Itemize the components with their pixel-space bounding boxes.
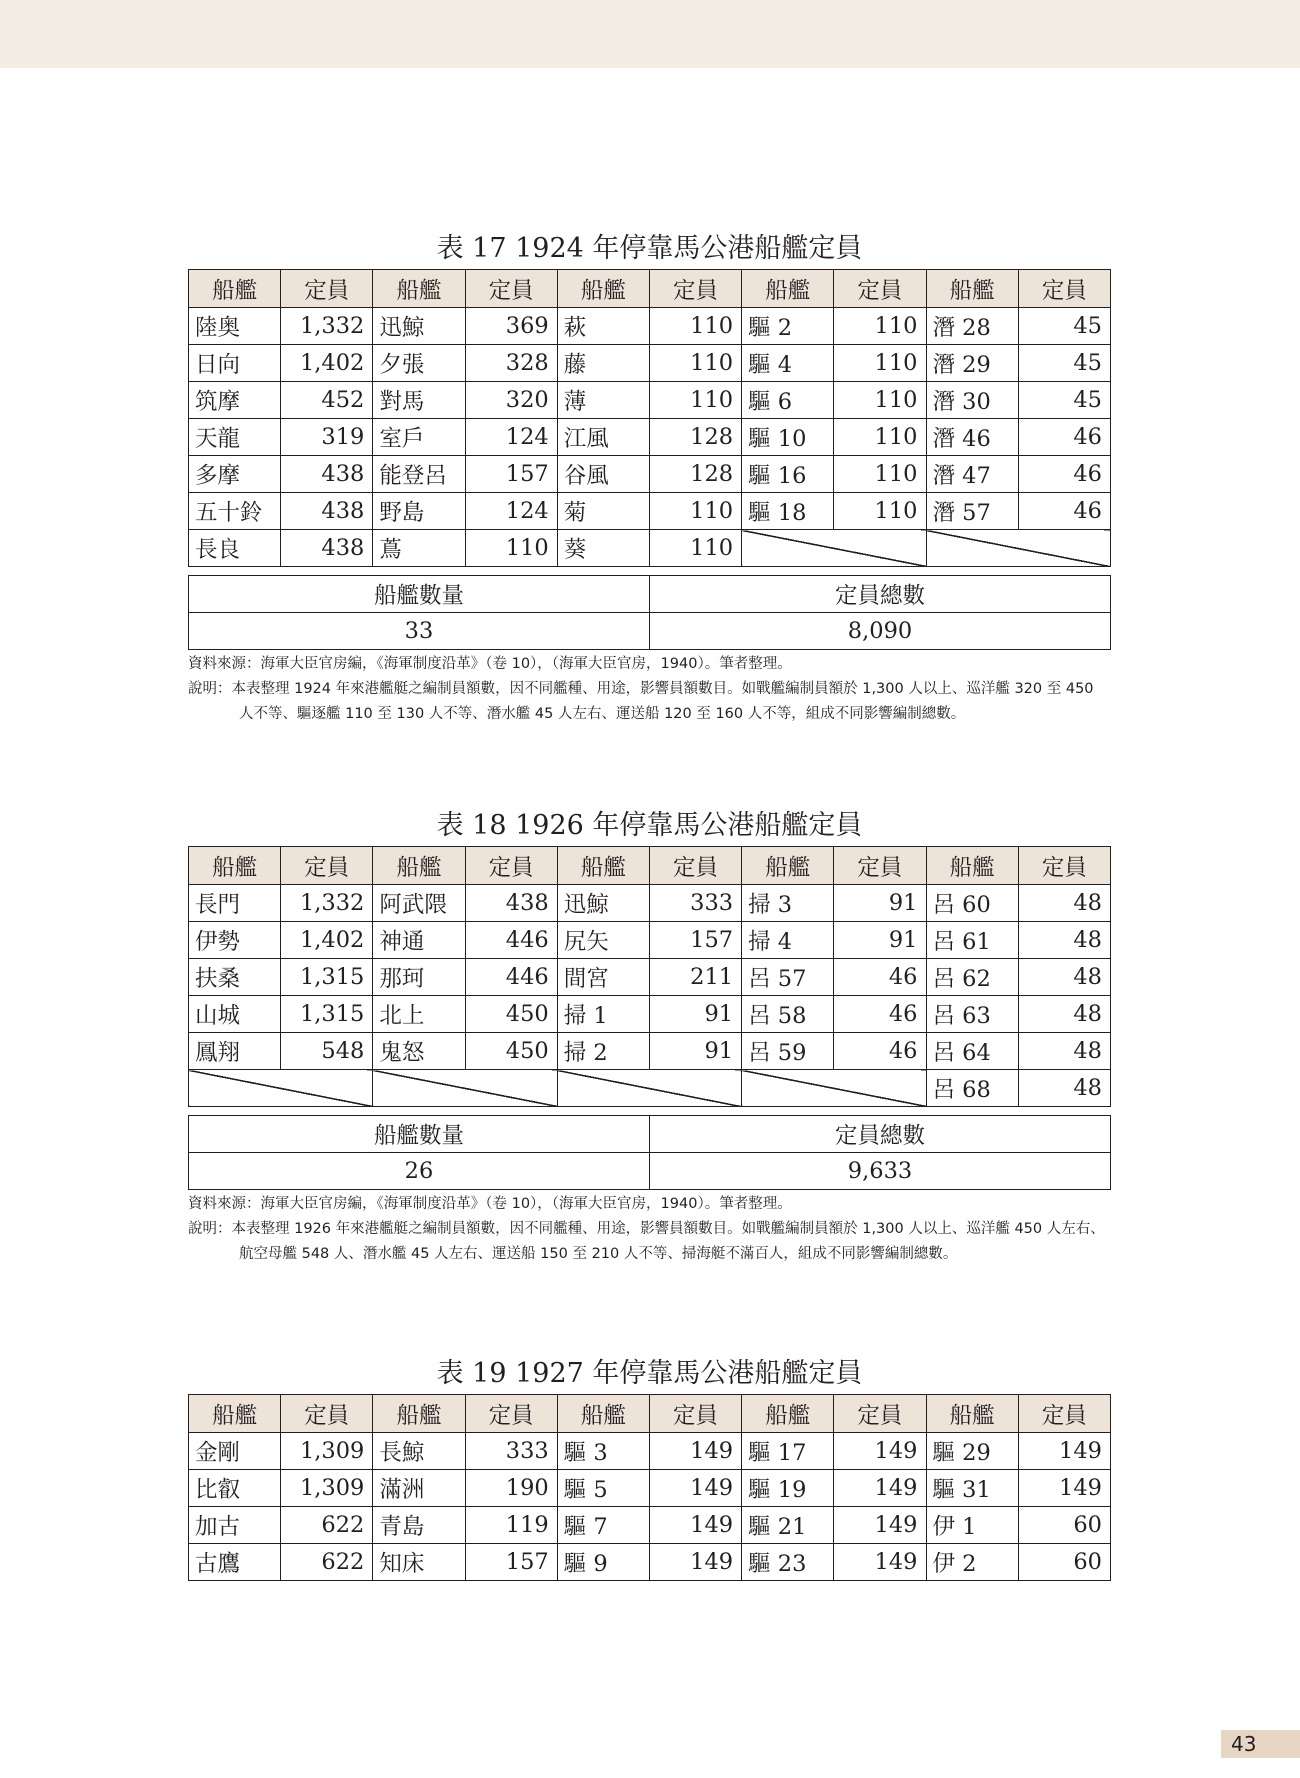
table-row: [189, 308, 1111, 345]
crew-count: 46: [834, 996, 926, 1033]
column-header: 定員: [834, 1395, 926, 1433]
empty-slash-cell: [189, 1070, 373, 1107]
table-notes: [188, 1192, 1111, 1267]
crew-count: 450: [465, 996, 557, 1033]
crew-count: 110: [834, 456, 926, 493]
crew-count: 438: [465, 885, 557, 922]
crew-count: 157: [465, 456, 557, 493]
ship-name: 古鷹: [189, 1544, 281, 1581]
crew-count: 1,402: [281, 922, 373, 959]
ship-name: 潛 57: [926, 493, 1018, 530]
crew-count: 110: [649, 308, 741, 345]
table-notes: [188, 652, 1111, 727]
ship-name: 呂 63: [926, 996, 1018, 1033]
crew-count: 548: [281, 1033, 373, 1070]
table-row: [189, 530, 1111, 567]
table-row: [189, 382, 1111, 419]
column-header: 定員: [1018, 1395, 1110, 1433]
crew-count: 1,402: [281, 345, 373, 382]
summary-label-total: 定員總數: [650, 576, 1111, 613]
crew-count: 60: [1018, 1544, 1110, 1581]
crew-count: 46: [1018, 456, 1110, 493]
ship-name: 天龍: [189, 419, 281, 456]
crew-count: 110: [834, 493, 926, 530]
crew-count: 369: [465, 308, 557, 345]
crew-count: 149: [834, 1507, 926, 1544]
ship-name: 長良: [189, 530, 281, 567]
ship-name: 谷風: [557, 456, 649, 493]
column-header: 船艦: [742, 1395, 834, 1433]
crew-count: 46: [1018, 419, 1110, 456]
ship-name: 伊 1: [926, 1507, 1018, 1544]
ship-name: 迅鯨: [557, 885, 649, 922]
column-header: 船艦: [742, 847, 834, 885]
crew-count: 48: [1018, 922, 1110, 959]
ship-name: 加古: [189, 1507, 281, 1544]
summary-value-total: 9,633: [650, 1153, 1111, 1190]
crew-count: 333: [649, 885, 741, 922]
ship-name: 青島: [373, 1507, 465, 1544]
ship-name: 驅 6: [742, 382, 834, 419]
ship-name: 五十鈴: [189, 493, 281, 530]
ship-name: 驅 9: [557, 1544, 649, 1581]
crew-table: [188, 269, 1111, 567]
crew-count: 149: [834, 1470, 926, 1507]
ship-name: 潛 46: [926, 419, 1018, 456]
column-header: 定員: [281, 847, 373, 885]
crew-count: 1,315: [281, 996, 373, 1033]
column-header: 船艦: [926, 1395, 1018, 1433]
crew-count: 91: [649, 1033, 741, 1070]
column-header: 定員: [649, 270, 741, 308]
ship-name: 蔦: [373, 530, 465, 567]
empty-slash-cell: [557, 1070, 741, 1107]
table-row: [189, 1470, 1111, 1507]
ship-name: 掃 2: [557, 1033, 649, 1070]
table-row: [189, 959, 1111, 996]
table-18-section: [188, 806, 1111, 1267]
crew-count: 446: [465, 922, 557, 959]
crew-count: 110: [834, 308, 926, 345]
crew-count: 438: [281, 530, 373, 567]
table-row: [189, 885, 1111, 922]
summary-label-count: 船艦數量: [189, 1116, 650, 1153]
column-header: 定員: [834, 270, 926, 308]
ship-name: 掃 3: [742, 885, 834, 922]
crew-count: 446: [465, 959, 557, 996]
crew-count: 149: [1018, 1470, 1110, 1507]
ship-name: 驅 29: [926, 1433, 1018, 1470]
ship-name: 間宮: [557, 959, 649, 996]
crew-count: 110: [834, 345, 926, 382]
ship-name: 長門: [189, 885, 281, 922]
ship-name: 能登呂: [373, 456, 465, 493]
ship-name: 葵: [557, 530, 649, 567]
summary-value-total: 8,090: [650, 613, 1111, 650]
column-header: 定員: [465, 847, 557, 885]
crew-count: 110: [834, 382, 926, 419]
table-row: [189, 493, 1111, 530]
crew-count: 1,309: [281, 1470, 373, 1507]
column-header: 船艦: [189, 270, 281, 308]
crew-count: 319: [281, 419, 373, 456]
table-row: [189, 1070, 1111, 1107]
ship-name: 呂 68: [926, 1070, 1018, 1107]
crew-count: 119: [465, 1507, 557, 1544]
explanation-note: 說明：本表整理 1924 年來港艦艇之編制員額數，因不同艦種、用途，影響員額數目。如戰艦編制員額於 1,300 人以上、巡洋艦 320 至 450 人不等、驅逐艦 110 至 130 人不等、潛水艦 45 人左右、運送船 120 至 160 人不等，組成不同影響編制總數。: [188, 681, 1094, 722]
crew-count: 46: [834, 959, 926, 996]
crew-count: 1,332: [281, 885, 373, 922]
table-title: 表 17 1924 年停靠馬公港船艦定員: [436, 233, 863, 264]
ship-name: 尻矢: [557, 922, 649, 959]
ship-name: 室戶: [373, 419, 465, 456]
page-number: 43: [1221, 1730, 1300, 1758]
table-row: [189, 456, 1111, 493]
crew-count: 46: [834, 1033, 926, 1070]
crew-count: 48: [1018, 1070, 1110, 1107]
ship-name: 江風: [557, 419, 649, 456]
ship-name: 驅 23: [742, 1544, 834, 1581]
ship-name: 比叡: [189, 1470, 281, 1507]
crew-count: 149: [649, 1470, 741, 1507]
crew-count: 124: [465, 419, 557, 456]
ship-name: 驅 10: [742, 419, 834, 456]
ship-name: 驅 4: [742, 345, 834, 382]
ship-name: 呂 57: [742, 959, 834, 996]
ship-name: 知床: [373, 1544, 465, 1581]
ship-name: 呂 58: [742, 996, 834, 1033]
column-header: 定員: [649, 847, 741, 885]
ship-name: 薄: [557, 382, 649, 419]
column-header: 定員: [834, 847, 926, 885]
crew-count: 128: [649, 419, 741, 456]
crew-count: 622: [281, 1507, 373, 1544]
crew-count: 124: [465, 493, 557, 530]
crew-count: 149: [834, 1544, 926, 1581]
top-band: [0, 0, 1300, 68]
ship-name: 野島: [373, 493, 465, 530]
ship-name: 伊 2: [926, 1544, 1018, 1581]
crew-count: 452: [281, 382, 373, 419]
ship-name: 筑摩: [189, 382, 281, 419]
ship-name: 菊: [557, 493, 649, 530]
ship-name: 陸奥: [189, 308, 281, 345]
ship-name: 驅 19: [742, 1470, 834, 1507]
summary-label-total: 定員總數: [650, 1116, 1111, 1153]
ship-name: 驅 5: [557, 1470, 649, 1507]
ship-name: 驅 2: [742, 308, 834, 345]
column-header: 船艦: [373, 1395, 465, 1433]
ship-name: 驅 21: [742, 1507, 834, 1544]
table-row: [189, 419, 1111, 456]
crew-count: 110: [649, 493, 741, 530]
column-header: 船艦: [189, 1395, 281, 1433]
table-row: [189, 1033, 1111, 1070]
ship-name: 山城: [189, 996, 281, 1033]
crew-count: 1,315: [281, 959, 373, 996]
crew-count: 149: [649, 1544, 741, 1581]
ship-name: 驅 17: [742, 1433, 834, 1470]
ship-name: 神通: [373, 922, 465, 959]
ship-name: 驅 31: [926, 1470, 1018, 1507]
ship-name: 長鯨: [373, 1433, 465, 1470]
crew-count: 128: [649, 456, 741, 493]
crew-count: 1,309: [281, 1433, 373, 1470]
crew-count: 438: [281, 493, 373, 530]
ship-name: 驅 3: [557, 1433, 649, 1470]
ship-name: 掃 4: [742, 922, 834, 959]
ship-name: 掃 1: [557, 996, 649, 1033]
column-header: 船艦: [926, 847, 1018, 885]
ship-name: 潛 29: [926, 345, 1018, 382]
table-title: 表 19 1927 年停靠馬公港船艦定員: [436, 1358, 863, 1389]
crew-count: 622: [281, 1544, 373, 1581]
crew-count: 1,332: [281, 308, 373, 345]
crew-count: 157: [465, 1544, 557, 1581]
crew-count: 149: [1018, 1433, 1110, 1470]
table-title: 表 18 1926 年停靠馬公港船艦定員: [436, 810, 863, 841]
ship-name: 伊勢: [189, 922, 281, 959]
column-header: 船艦: [189, 847, 281, 885]
ship-name: 鳳翔: [189, 1033, 281, 1070]
crew-count: 60: [1018, 1507, 1110, 1544]
column-header: 船艦: [373, 847, 465, 885]
crew-count: 211: [649, 959, 741, 996]
column-header: 定員: [465, 270, 557, 308]
ship-name: 北上: [373, 996, 465, 1033]
crew-count: 157: [649, 922, 741, 959]
column-header: 船艦: [557, 1395, 649, 1433]
column-header: 船艦: [373, 270, 465, 308]
column-header: 船艦: [742, 270, 834, 308]
ship-name: 驅 7: [557, 1507, 649, 1544]
crew-count: 328: [465, 345, 557, 382]
crew-count: 333: [465, 1433, 557, 1470]
crew-count: 48: [1018, 996, 1110, 1033]
column-header: 定員: [649, 1395, 741, 1433]
ship-name: 扶桑: [189, 959, 281, 996]
explanation-note: 說明：本表整理 1926 年來港艦艇之編制員額數，因不同艦種、用途，影響員額數目。如戰艦編制員額於 1,300 人以上、巡洋艦 450 人左右、航空母艦 548 人、潛水艦 45 人左右、運送船 150 至 210 人不等、掃海艇不滿百人，組成不同影響編制總數。: [188, 1221, 1105, 1262]
ship-name: 潛 30: [926, 382, 1018, 419]
ship-name: 對馬: [373, 382, 465, 419]
crew-count: 149: [649, 1507, 741, 1544]
summary-table: [188, 575, 1111, 650]
crew-count: 110: [649, 382, 741, 419]
source-note: 資料來源：海軍大臣官房編，《海軍制度沿革》（卷 10），（海軍大臣官房，1940）。筆者整理。: [188, 1196, 792, 1212]
crew-count: 110: [465, 530, 557, 567]
ship-name: 呂 64: [926, 1033, 1018, 1070]
ship-name: 潛 28: [926, 308, 1018, 345]
table-row: [189, 1544, 1111, 1581]
crew-count: 110: [649, 345, 741, 382]
source-note: 資料來源：海軍大臣官房編，《海軍制度沿革》（卷 10），（海軍大臣官房，1940）。筆者整理。: [188, 656, 792, 672]
crew-count: 190: [465, 1470, 557, 1507]
ship-name: 呂 60: [926, 885, 1018, 922]
ship-name: 萩: [557, 308, 649, 345]
table-row: [189, 345, 1111, 382]
crew-count: 45: [1018, 345, 1110, 382]
crew-count: 48: [1018, 885, 1110, 922]
column-header: 定員: [1018, 270, 1110, 308]
table-17-section: [188, 229, 1111, 727]
summary-value-count: 26: [189, 1153, 650, 1190]
ship-name: 日向: [189, 345, 281, 382]
column-header: 船艦: [926, 270, 1018, 308]
crew-count: 110: [834, 419, 926, 456]
crew-count: 91: [834, 922, 926, 959]
crew-count: 45: [1018, 308, 1110, 345]
summary-label-count: 船艦數量: [189, 576, 650, 613]
crew-count: 450: [465, 1033, 557, 1070]
summary-value-count: 33: [189, 613, 650, 650]
column-header: 定員: [465, 1395, 557, 1433]
empty-slash-cell: [926, 530, 1111, 567]
table-row: [189, 922, 1111, 959]
column-header: 船艦: [557, 847, 649, 885]
crew-count: 46: [1018, 493, 1110, 530]
column-header: 定員: [281, 1395, 373, 1433]
ship-name: 驅 16: [742, 456, 834, 493]
table-row: [189, 1507, 1111, 1544]
table-19-section: [188, 1354, 1111, 1581]
crew-table: [188, 1394, 1111, 1581]
crew-count: 149: [834, 1433, 926, 1470]
ship-name: 多摩: [189, 456, 281, 493]
ship-name: 阿武隈: [373, 885, 465, 922]
ship-name: 鬼怒: [373, 1033, 465, 1070]
crew-count: 45: [1018, 382, 1110, 419]
ship-name: 呂 62: [926, 959, 1018, 996]
crew-count: 438: [281, 456, 373, 493]
column-header: 定員: [281, 270, 373, 308]
crew-count: 91: [649, 996, 741, 1033]
crew-count: 320: [465, 382, 557, 419]
empty-slash-cell: [373, 1070, 557, 1107]
summary-table: [188, 1115, 1111, 1190]
crew-count: 91: [834, 885, 926, 922]
crew-table: [188, 846, 1111, 1107]
table-row: [189, 996, 1111, 1033]
ship-name: 呂 59: [742, 1033, 834, 1070]
ship-name: 滿洲: [373, 1470, 465, 1507]
ship-name: 藤: [557, 345, 649, 382]
column-header: 船艦: [557, 270, 649, 308]
ship-name: 迅鯨: [373, 308, 465, 345]
column-header: 定員: [1018, 847, 1110, 885]
crew-count: 48: [1018, 959, 1110, 996]
empty-slash-cell: [742, 1070, 926, 1107]
ship-name: 夕張: [373, 345, 465, 382]
crew-count: 149: [649, 1433, 741, 1470]
ship-name: 潛 47: [926, 456, 1018, 493]
empty-slash-cell: [742, 530, 926, 567]
ship-name: 那珂: [373, 959, 465, 996]
ship-name: 金剛: [189, 1433, 281, 1470]
ship-name: 呂 61: [926, 922, 1018, 959]
crew-count: 110: [649, 530, 741, 567]
table-row: [189, 1433, 1111, 1470]
ship-name: 驅 18: [742, 493, 834, 530]
crew-count: 48: [1018, 1033, 1110, 1070]
